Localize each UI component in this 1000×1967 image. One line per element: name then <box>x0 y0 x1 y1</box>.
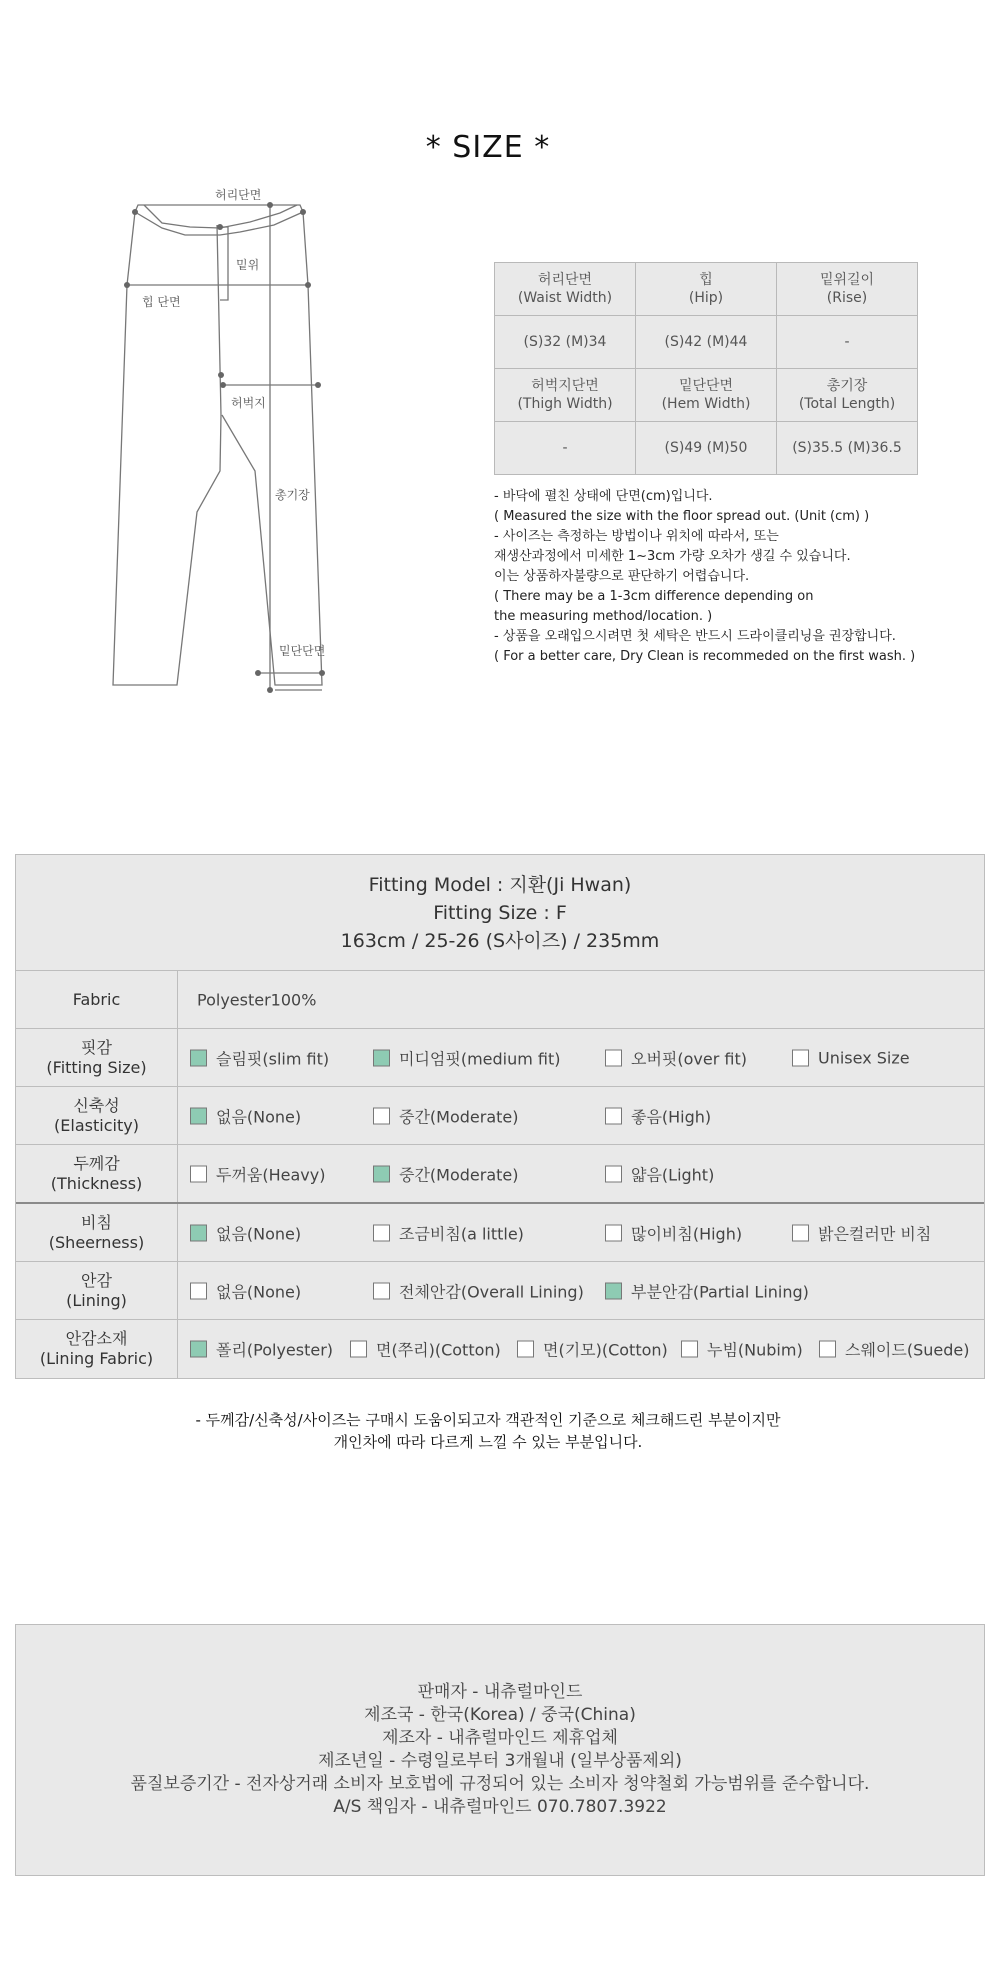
fitting-options <box>178 1262 984 1319</box>
fabric-row <box>16 971 984 1029</box>
seller-line: 제조국 - 한국(Korea) / 중국(China) <box>364 1705 636 1725</box>
fitting-attribute-row <box>16 1087 984 1145</box>
unchecked-checkbox[interactable] <box>792 1049 809 1066</box>
fitting-option[interactable] <box>605 1279 809 1302</box>
size-table-row <box>495 316 918 369</box>
option-label: 누빔(Nubim) <box>707 1340 803 1360</box>
attribute-label-text: 두께감 <box>73 1153 120 1173</box>
size-table <box>494 262 918 475</box>
option-label: 없음(None) <box>216 1107 302 1126</box>
fitting-option[interactable] <box>190 1046 329 1069</box>
option-label: 면(쭈리)(Cotton) <box>376 1340 501 1360</box>
size-table-cell: (S)32 (M)34 <box>495 316 636 369</box>
option-label: 미디엄핏(medium fit) <box>399 1049 561 1068</box>
fitting-options <box>178 1320 984 1378</box>
disclaimer-line: - 두께감/신축성/사이즈는 구매시 도움이되고자 객관적인 기준으로 체크해드린 부분이지만 <box>195 1411 781 1429</box>
unchecked-checkbox[interactable] <box>605 1049 622 1066</box>
attribute-label-text: 안감소재 <box>65 1329 128 1348</box>
option-label: 슬림핏(slim fit) <box>216 1049 330 1068</box>
attribute-label-text: (Thickness) <box>50 1173 143 1193</box>
attribute-label-text: 신축성 <box>73 1095 120 1115</box>
unchecked-checkbox[interactable] <box>605 1224 622 1241</box>
unchecked-checkbox[interactable] <box>605 1165 622 1182</box>
note-line: ( For a better care, Dry Clean is recommeded on the first wash. ) <box>494 649 916 664</box>
attribute-label-text: 안감 <box>81 1270 112 1290</box>
size-table-cell: 밑단단면 (Hem Width) <box>636 369 777 422</box>
seller-line: 품질보증기간 - 전자상거래 소비자 보호법에 규정되어 있는 소비자 청약철회 가능범위를 준수합니다. <box>130 1774 870 1794</box>
size-table-row <box>495 263 918 316</box>
seller-info-panel <box>15 1624 985 1876</box>
size-table-cell: - <box>495 422 636 475</box>
note-line: 재생산과정에서 미세한 1~3cm 가량 오차가 생길 수 있습니다. <box>494 549 851 564</box>
size-table-cell: (S)42 (M)44 <box>636 316 777 369</box>
size-table-row <box>495 369 918 422</box>
unchecked-checkbox[interactable] <box>373 1282 390 1299</box>
fitting-attribute-label <box>16 1145 178 1202</box>
option-label: 스웨이드(Suede) <box>845 1340 970 1360</box>
option-label: 많이비침(High) <box>631 1224 743 1243</box>
fitting-attribute-label <box>16 1320 178 1378</box>
fitting-attribute-label <box>16 1029 178 1086</box>
fitting-attribute-row <box>16 1145 984 1204</box>
option-label: 폴리(Polyester) <box>216 1340 334 1360</box>
checked-checkbox[interactable] <box>373 1049 390 1066</box>
fitting-option[interactable] <box>190 1221 301 1244</box>
unchecked-checkbox[interactable] <box>373 1224 390 1241</box>
fitting-option[interactable] <box>373 1046 561 1069</box>
checked-checkbox[interactable] <box>373 1165 390 1182</box>
seller-line: 판매자 - 내츄럴마인드 <box>417 1682 583 1702</box>
fitting-option[interactable] <box>681 1338 803 1361</box>
disclaimer-line: 개인차에 따라 다르게 느낄 수 있는 부분입니다. <box>333 1433 643 1451</box>
fitting-option[interactable] <box>373 1162 519 1185</box>
pants-diagram <box>100 185 340 695</box>
option-label: 밝은컬러만 비침 <box>818 1224 932 1243</box>
option-label: 조금비침(a little) <box>399 1224 524 1243</box>
size-table-cell: 밑위길이 (Rise) <box>777 263 918 316</box>
fitting-disclaimer <box>0 1409 976 1453</box>
note-line: ( Measured the size with the floor spread out. (Unit (cm) ) <box>494 509 870 524</box>
fitting-attribute-row <box>16 1029 984 1087</box>
unchecked-checkbox[interactable] <box>792 1224 809 1241</box>
fitting-option[interactable] <box>792 1048 910 1067</box>
option-label: 중간(Moderate) <box>399 1165 519 1184</box>
option-label: 없음(None) <box>216 1282 302 1301</box>
fitting-option[interactable] <box>605 1046 747 1069</box>
fitting-model: Fitting Model : 지환(Ji Hwan) <box>368 873 632 896</box>
checked-checkbox[interactable] <box>190 1224 207 1241</box>
fitting-option[interactable] <box>373 1104 519 1127</box>
fitting-size: Fitting Size : F <box>433 901 567 924</box>
fitting-model-header <box>16 855 984 971</box>
option-label: 면(기모)(Cotton) <box>543 1340 668 1360</box>
fitting-option[interactable] <box>373 1221 524 1244</box>
option-label: 중간(Moderate) <box>399 1107 519 1126</box>
hip-label: 힙 단면 <box>142 295 181 309</box>
pants-outline-illustration <box>100 185 340 695</box>
fabric-label: Fabric <box>16 971 178 1028</box>
unchecked-checkbox[interactable] <box>350 1341 367 1358</box>
option-label: 전체안감(Overall Lining) <box>399 1282 584 1301</box>
note-line: - 상품을 오래입으시려면 첫 세탁은 반드시 드라이클리닝을 권장합니다. <box>494 629 896 644</box>
thigh-label: 허벅지 <box>231 396 266 410</box>
unchecked-checkbox[interactable] <box>190 1165 207 1182</box>
fitting-option[interactable] <box>190 1338 333 1361</box>
size-notes <box>494 487 954 667</box>
fitting-option[interactable] <box>373 1279 584 1302</box>
checked-checkbox[interactable] <box>190 1049 207 1066</box>
option-label: 좋음(High) <box>631 1107 712 1126</box>
attribute-label-text: 비침 <box>81 1212 112 1232</box>
rise-label: 밑위 <box>236 258 260 272</box>
note-line: ( There may be a 1-3cm difference depending on <box>494 589 814 604</box>
option-label: 부분안감(Partial Lining) <box>631 1282 809 1301</box>
note-line: - 바닥에 펼친 상태에 단면(cm)입니다. <box>494 489 713 504</box>
seller-line: 제조년일 - 수령일로부터 3개월내 (일부상품제외) <box>318 1751 682 1771</box>
unchecked-checkbox[interactable] <box>190 1282 207 1299</box>
unchecked-checkbox[interactable] <box>373 1107 390 1124</box>
size-table-cell: - <box>777 316 918 369</box>
fitting-attribute-label <box>16 1087 178 1144</box>
fitting-option[interactable] <box>819 1338 969 1361</box>
fitting-attribute-row <box>16 1320 984 1378</box>
attribute-label-text: 핏감 <box>81 1037 112 1057</box>
fitting-option[interactable] <box>517 1338 668 1361</box>
fitting-options <box>178 1145 984 1202</box>
size-table-cell: (S)49 (M)50 <box>636 422 777 475</box>
fabric-value-cell <box>178 971 984 1028</box>
size-table-cell: (S)35.5 (M)36.5 <box>777 422 918 475</box>
seller-line: A/S 책임자 - 내츄럴마인드 070.7807.3922 <box>333 1797 667 1817</box>
note-line: the measuring method/location. ) <box>494 609 713 624</box>
size-table-cell: 허벅지단면 (Thigh Width) <box>495 369 636 422</box>
checked-checkbox[interactable] <box>190 1107 207 1124</box>
fitting-options <box>178 1087 984 1144</box>
option-label: 없음(None) <box>216 1224 302 1243</box>
option-label: 오버핏(over fit) <box>631 1049 747 1068</box>
attribute-label-text: (Elasticity) <box>54 1115 139 1135</box>
size-table-cell: 허리단면 (Waist Width) <box>495 263 636 316</box>
unchecked-checkbox[interactable] <box>517 1341 534 1358</box>
unchecked-checkbox[interactable] <box>681 1341 698 1358</box>
size-table-row <box>495 422 918 475</box>
unchecked-checkbox[interactable] <box>605 1107 622 1124</box>
size-title: * SIZE * <box>425 130 551 165</box>
fitting-attribute-label <box>16 1262 178 1319</box>
fitting-info-panel <box>15 854 985 1379</box>
fitting-option[interactable] <box>792 1221 931 1244</box>
seller-line: 제조자 - 내츄럴마인드 제휴업체 <box>382 1728 618 1748</box>
size-table-cell: 총기장 (Total Length) <box>777 369 918 422</box>
fabric-value: Polyester100% <box>197 990 317 1009</box>
note-line: 이는 상품하자불량으로 판단하기 어렵습니다. <box>494 569 750 584</box>
attribute-label-text: (Sheerness) <box>48 1232 145 1252</box>
hem-label: 밑단단면 <box>279 644 326 658</box>
fitting-option[interactable] <box>605 1221 742 1244</box>
attribute-label-text: (Lining) <box>66 1290 127 1310</box>
note-line: - 사이즈는 측정하는 방법이나 위치에 따라서, 또는 <box>494 529 779 544</box>
fitting-attribute-label <box>16 1204 178 1261</box>
fitting-specs: 163cm / 25-26 (S사이즈) / 235mm <box>340 929 660 952</box>
fitting-options <box>178 1204 984 1261</box>
fitting-option[interactable] <box>350 1338 501 1361</box>
attribute-label-text: (Fitting Size) <box>46 1057 147 1077</box>
total-length-label: 총기장 <box>275 488 310 502</box>
fitting-option[interactable] <box>190 1104 301 1127</box>
fitting-attribute-row <box>16 1262 984 1320</box>
fitting-option[interactable] <box>190 1162 325 1185</box>
fitting-option[interactable] <box>605 1104 711 1127</box>
fitting-option[interactable] <box>190 1279 301 1302</box>
size-table-cell: 힙 (Hip) <box>636 263 777 316</box>
fitting-option[interactable] <box>605 1162 714 1185</box>
fitting-options <box>178 1029 984 1086</box>
attribute-label-text: (Lining Fabric) <box>39 1349 154 1368</box>
checked-checkbox[interactable] <box>605 1282 622 1299</box>
fitting-attribute-row <box>16 1204 984 1262</box>
unchecked-checkbox[interactable] <box>819 1341 836 1358</box>
option-label: 얇음(Light) <box>631 1165 715 1184</box>
checked-checkbox[interactable] <box>190 1341 207 1358</box>
option-label: 두꺼움(Heavy) <box>216 1165 326 1184</box>
waist-label: 허리단면 <box>215 188 262 202</box>
option-label: Unisex Size <box>818 1048 910 1067</box>
